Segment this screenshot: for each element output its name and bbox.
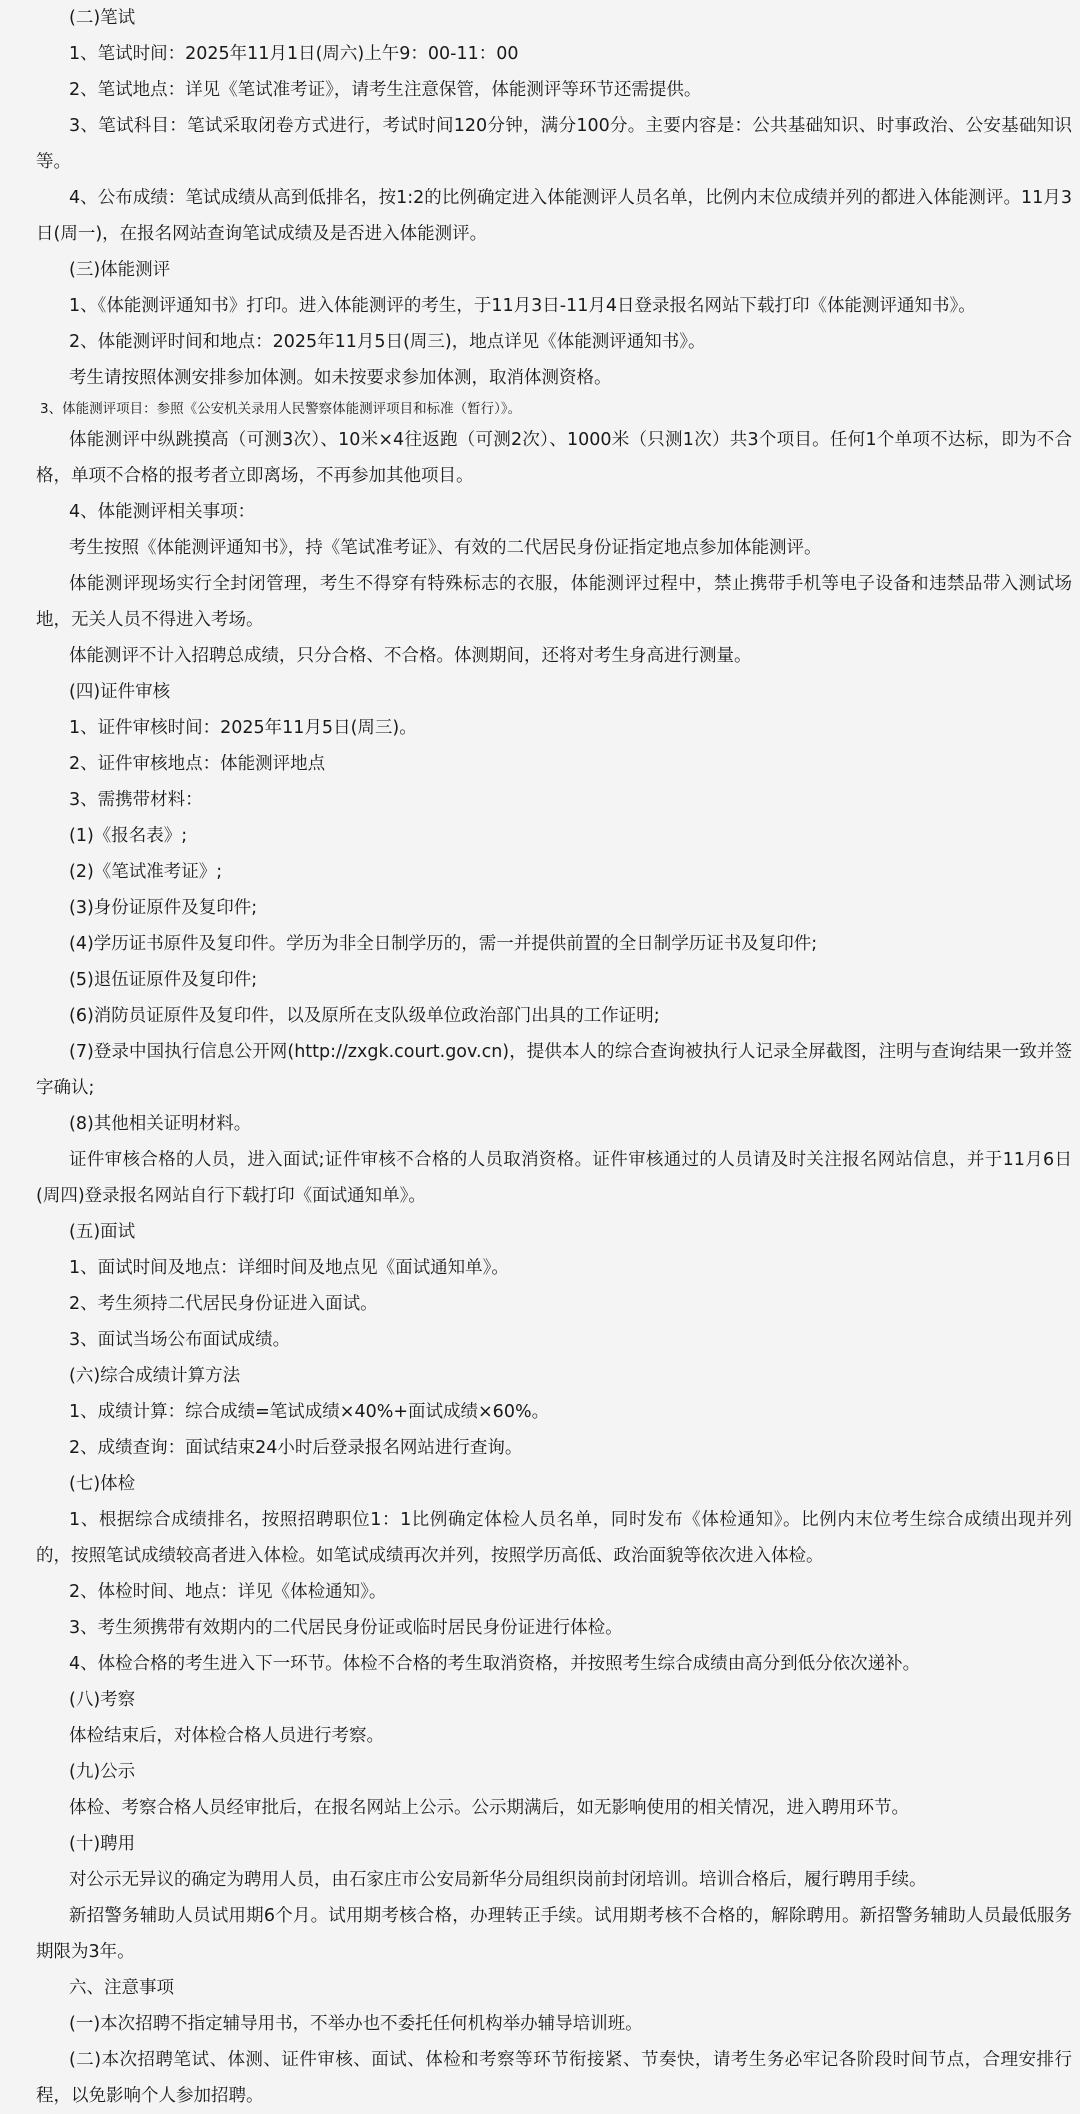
paragraph: 4、公布成绩：笔试成绩从高到低排名，按1:2的比例确定进入体能测评人员名单，比例内末位成绩并列的都进入体能测评。11月3日(周一)，在报名网站查询笔试成绩及是否进入体能测评。 (36, 188, 1072, 244)
list-item: (1)《报名表》; (69, 826, 188, 846)
paragraph: 3、笔试科目：笔试采取闭卷方式进行，考试时间120分钟，满分100分。主要内容是：公共基础知识、时事政治、公安基础知识等。 (36, 116, 1072, 172)
heading-medical-exam: (七)体检 (69, 1474, 136, 1494)
list-item: (8)其他相关证明材料。 (69, 1114, 252, 1134)
list-item: (5)退伍证原件及复印件; (69, 970, 258, 990)
paragraph: 体检结束后，对体检合格人员进行考察。 (69, 1726, 384, 1746)
paragraph: 证件审核合格的人员，进入面试;证件审核不合格的人员取消资格。证件审核通过的人员请及时关注报名网站信息，并于11月6日(周四)登录报名网站自行下载打印《面试通知单》。 (36, 1150, 1072, 1206)
paragraph: (二)本次招聘笔试、体测、证件审核、面试、体检和考察等环节衔接紧、节奏快，请考生务必牢记各阶段时间节点，合理安排行程，以免影响个人参加招聘。 (36, 2050, 1072, 2106)
paragraph-small: 3、体能测评项目：参照《公安机关录用人民警察体能测评项目和标准（暂行）》。 (40, 401, 522, 417)
paragraph: 考生请按照体测安排参加体测。如未按要求参加体测，取消体测资格。 (69, 368, 612, 388)
heading-publicity: (九)公示 (69, 1762, 136, 1782)
paragraph: 1、《体能测评通知书》打印。进入体能测评的考生，于11月3日-11月4日登录报名网站下载打印《体能测评通知书》。 (69, 296, 976, 316)
heading-document-check: (四)证件审核 (69, 682, 171, 702)
list-item: (4)学历证书原件及复印件。学历为非全日制学历的，需一并提供前置的全日制学历证书及复印件; (69, 934, 818, 954)
paragraph: 体能测评不计入招聘总成绩，只分合格、不合格。体测期间，还将对考生身高进行测量。 (69, 646, 752, 666)
paragraph: 体能测评现场实行全封闭管理，考生不得穿有特殊标志的衣服，体能测评过程中，禁止携带手机等电子设备和违禁品带入测试场地，无关人员不得进入考场。 (36, 574, 1072, 630)
list-item: (7)登录中国执行信息公开网(http://zxgk.court.gov.cn)，提供本人的综合查询被执行人记录全屏截图，注明与查询结果一致并签字确认; (36, 1042, 1072, 1098)
heading-employment: (十)聘用 (69, 1834, 136, 1854)
paragraph: 2、成绩查询：面试结束24小时后登录报名网站进行查询。 (69, 1438, 523, 1458)
paragraph: 1、笔试时间：2025年11月1日(周六)上午9：00-11：00 (69, 44, 519, 64)
heading-inspection: (八)考察 (69, 1690, 136, 1710)
paragraph: 新招警务辅助人员试用期6个月。试用期考核合格，办理转正手续。试用期考核不合格的，解除聘用。新招警务辅助人员最低服务期限为3年。 (36, 1906, 1072, 1962)
paragraph: (一)本次招聘不指定辅导用书，不举办也不委托任何机构举办辅导培训班。 (69, 2014, 643, 2034)
paragraph: 2、证件审核地点：体能测评地点 (69, 754, 326, 774)
paragraph: 4、体能测评相关事项： (69, 502, 256, 522)
heading-notes: 六、注意事项 (69, 1978, 174, 1998)
paragraph: 体检、考察合格人员经审批后，在报名网站上公示。公示期满后，如无影响使用的相关情况，进入聘用环节。 (69, 1798, 909, 1818)
paragraph: 2、考生须持二代居民身份证进入面试。 (69, 1294, 378, 1314)
list-item: (6)消防员证原件及复印件，以及原所在支队级单位政治部门出具的工作证明; (69, 1006, 660, 1026)
paragraph: 3、考生须携带有效期内的二代居民身份证或临时居民身份证进行体检。 (69, 1618, 623, 1638)
paragraph: 1、证件审核时间：2025年11月5日(周三)。 (69, 718, 417, 738)
paragraph: 1、成绩计算：综合成绩=笔试成绩×40%+面试成绩×60%。 (69, 1402, 550, 1422)
paragraph: 2、体能测评时间和地点：2025年11月5日(周三)，地点详见《体能测评通知书》。 (69, 332, 706, 352)
heading-fitness-test: (三)体能测评 (69, 260, 171, 280)
paragraph: 4、体检合格的考生进入下一环节。体检不合格的考生取消资格，并按照考生综合成绩由高分到低分依次递补。 (69, 1654, 921, 1674)
list-item: (3)身份证原件及复印件; (69, 898, 258, 918)
paragraph: 考生按照《体能测评通知书》，持《笔试准考证》、有效的二代居民身份证指定地点参加体能测评。 (69, 538, 822, 558)
heading-written-exam: (二)笔试 (69, 8, 136, 28)
paragraph: 对公示无异议的确定为聘用人员，由石家庄市公安局新华分局组织岗前封闭培训。培训合格后，履行聘用手续。 (69, 1870, 927, 1890)
paragraph: 3、需携带材料： (69, 790, 203, 810)
paragraph: 1、面试时间及地点：详细时间及地点见《面试通知单》。 (69, 1258, 509, 1278)
paragraph: 体能测评中纵跳摸高（可测3次）、10米×4往返跑（可测2次）、1000米（只测1次）共3个项目。任何1个单项不达标，即为不合格，单项不合格的报考者立即离场，不再参加其他项目。 (36, 430, 1072, 486)
heading-interview: (五)面试 (69, 1222, 136, 1242)
heading-score-calculation: (六)综合成绩计算方法 (69, 1366, 241, 1386)
paragraph: 3、面试当场公布面试成绩。 (69, 1330, 291, 1350)
list-item: (2)《笔试准考证》; (69, 862, 223, 882)
paragraph: 1、根据综合成绩排名，按照招聘职位1：1比例确定体检人员名单，同时发布《体检通知》。比例内末位考生综合成绩出现并列的，按照笔试成绩较高者进入体检。如笔试成绩再次并列，按照学历高低、政治面貌等依次进入体检。 (36, 1510, 1072, 1566)
paragraph: 2、体检时间、地点：详见《体检通知》。 (69, 1582, 387, 1602)
paragraph: 2、笔试地点：详见《笔试准考证》，请考生注意保管，体能测评等环节还需提供。 (69, 80, 702, 100)
